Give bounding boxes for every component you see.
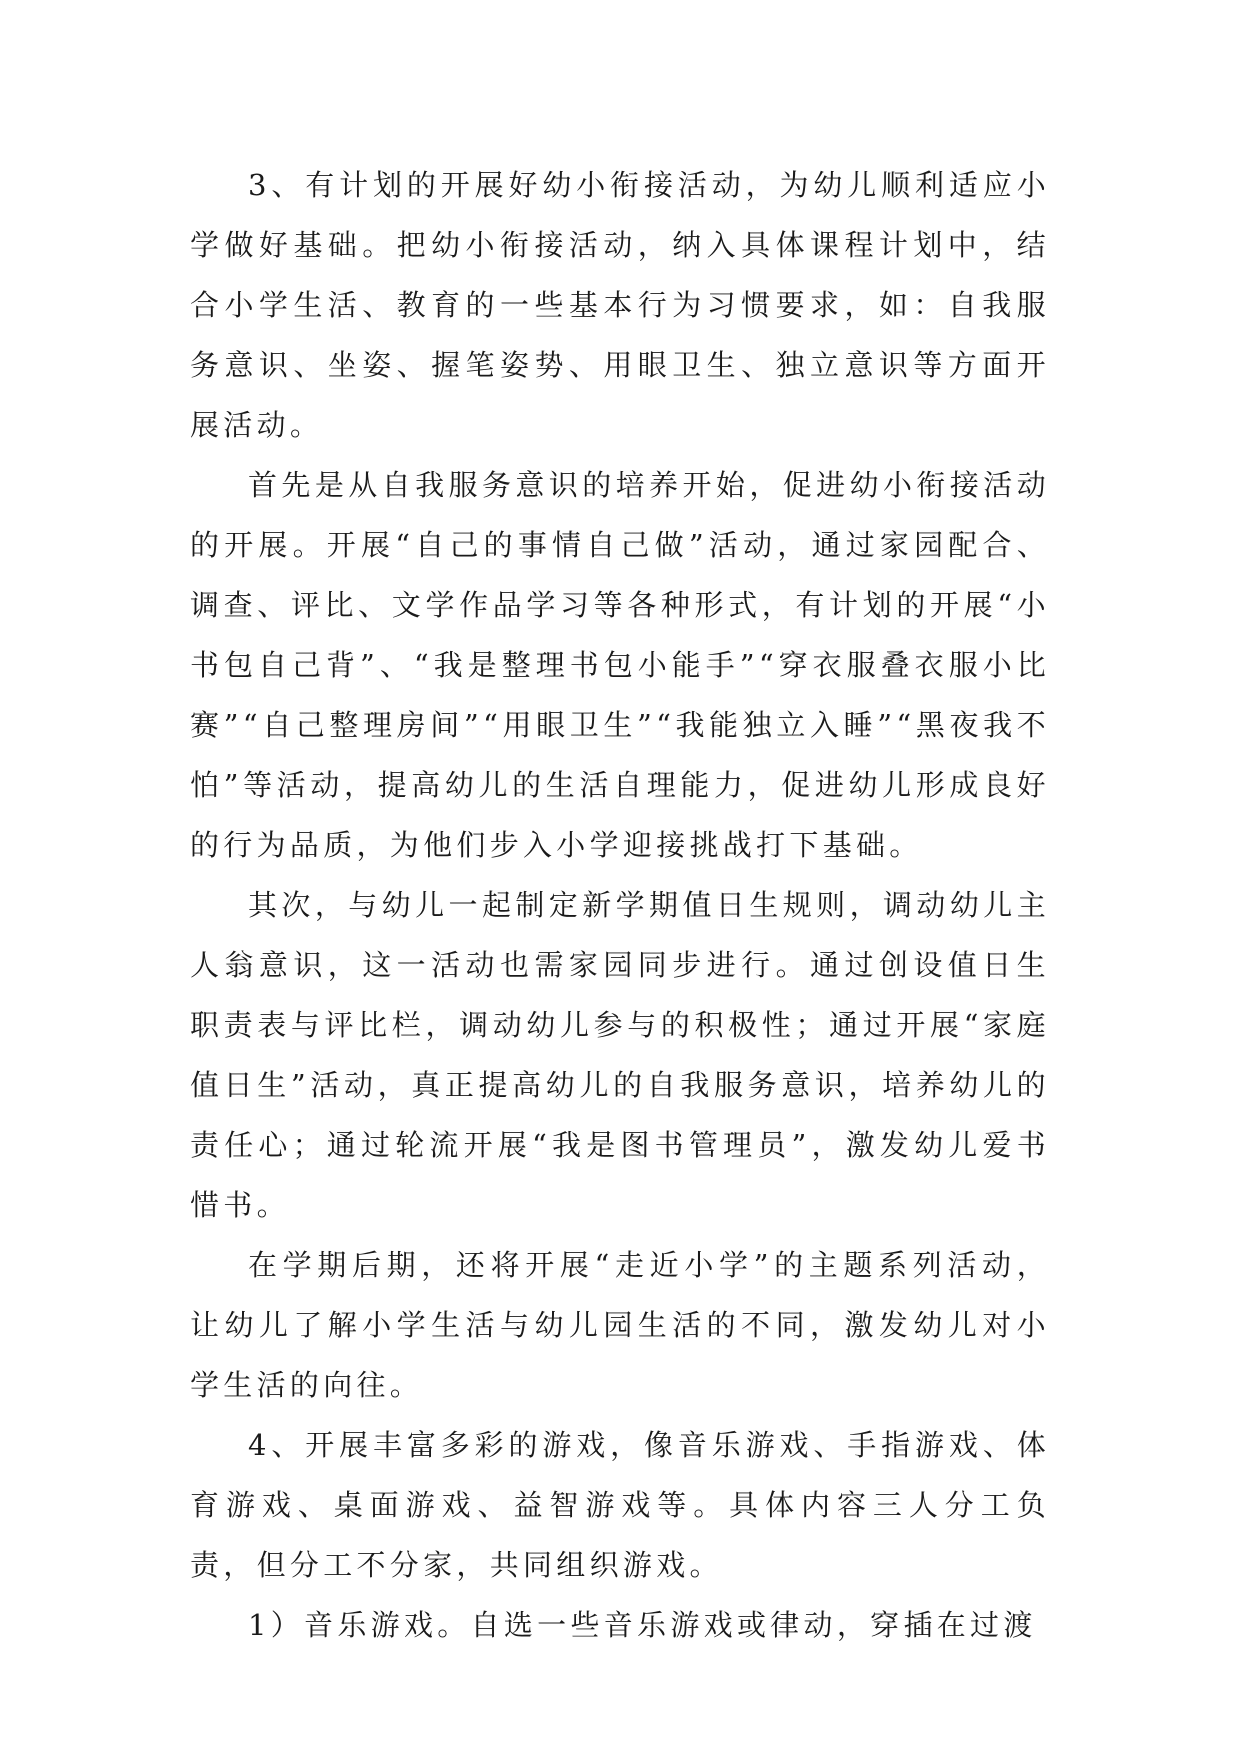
paragraph-approach-primary: 在学期后期，还将开展“走近小学”的主题系列活动，让幼儿了解小学生活与幼儿园生活的不同，激发幼儿对小学生活的向往。: [190, 1248, 1050, 1402]
paragraph-duty-rules: 其次，与幼儿一起制定新学期值日生规则，调动幼儿主人翁意识，这一活动也需家园同步进行。通过创设值日生职责表与评比栏，调动幼儿参与的积极性；通过开展“家庭值日生”活动，真正提高幼儿的自我服务意识，培养幼儿的责任心；通过轮流开展“我是图书管理员”，激发幼儿爱书惜书。: [190, 888, 1050, 1222]
paragraph-music-games: 1）音乐游戏。自选一些音乐游戏或律动，穿插在过渡: [248, 1608, 1037, 1642]
document-body: [190, 155, 1050, 1655]
paragraph-self-service: 首先是从自我服务意识的培养开始，促进幼小衔接活动的开展。开展“自己的事情自己做”活动，通过家园配合、调查、评比、文学作品学习等各种形式，有计划的开展“小书包自己背”、“我是整理书包小能手”“穿衣服叠衣服小比赛”“自己整理房间”“用眼卫生”“我能独立入睡”“黑夜我不怕”等活动，提高幼儿的生活自理能力，促进幼儿形成良好的行为品质，为他们步入小学迎接挑战打下基础。: [190, 468, 1050, 862]
paragraph-games: 4、开展丰富多彩的游戏，像音乐游戏、手指游戏、体育游戏、桌面游戏、益智游戏等。具体内容三人分工负责，但分工不分家，共同组织游戏。: [190, 1428, 1050, 1582]
paragraph-transition-activities: 3、有计划的开展好幼小衔接活动，为幼儿顺利适应小学做好基础。把幼小衔接活动，纳入具体课程计划中，结合小学生活、教育的一些基本行为习惯要求，如：自我服务意识、坐姿、握笔姿势、用眼卫生、独立意识等方面开展活动。: [190, 168, 1050, 442]
